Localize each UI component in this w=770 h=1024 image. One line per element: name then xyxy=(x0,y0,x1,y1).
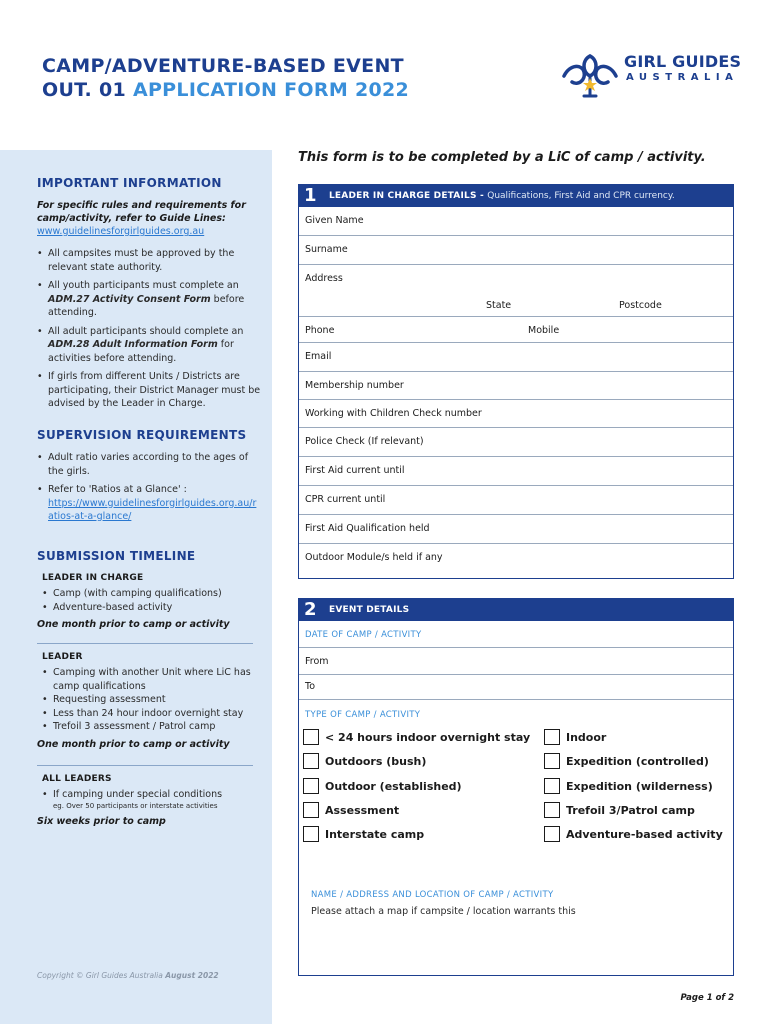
important-heading: IMPORTANT INFORMATION xyxy=(37,176,222,190)
group-title: LEADER IN CHARGE xyxy=(42,573,144,583)
form-code: OUT. 01 xyxy=(42,79,133,101)
date-label: DATE OF CAMP / ACTIVITY xyxy=(305,630,422,640)
outdoor-module-field[interactable]: Outdoor Module/s held if any xyxy=(305,552,443,563)
checkbox[interactable] xyxy=(303,802,319,818)
cpr-field[interactable]: CPR current until xyxy=(299,486,733,515)
page-number: Page 1 of 2 xyxy=(680,993,734,1003)
section-number: 2 xyxy=(304,599,317,620)
timeline-heading: SUBMISSION TIMELINE xyxy=(37,549,196,563)
list-item: • All adult participants should complete an ADM.28 Adult Information Form for activities before attending. xyxy=(37,325,262,366)
from-field[interactable]: From xyxy=(305,656,329,667)
logo-line-2: AUSTRALIA xyxy=(626,72,739,83)
list-item: • Camp (with camping qualifications) xyxy=(42,587,267,601)
list-item: • If camping under special conditions xyxy=(42,788,267,802)
option-outdoor-established[interactable]: Outdoor (established) xyxy=(303,778,462,794)
form-title xyxy=(42,54,409,102)
state-label: State xyxy=(486,300,512,311)
list-item: • Adventure-based activity xyxy=(42,601,267,615)
girl-guides-logo xyxy=(560,50,740,102)
to-field[interactable]: To xyxy=(305,681,316,692)
location-note: Please attach a map if campsite / location warrants this xyxy=(311,906,576,917)
important-information xyxy=(37,176,262,416)
option-assessment[interactable]: Assessment xyxy=(303,802,399,818)
timeline-group-lic xyxy=(37,573,267,630)
checkbox[interactable] xyxy=(544,778,560,794)
list-item: • All campsites must be approved by the relevant state authority. xyxy=(37,247,262,274)
wwcc-field[interactable]: Working with Children Check number xyxy=(299,400,733,428)
ratios-link[interactable]: https://www.guidelinesforgirlguides.org.au/ratios-at-a-glance/ xyxy=(48,497,257,522)
trefoil-icon xyxy=(560,50,620,102)
divider xyxy=(37,765,253,766)
submission-timeline xyxy=(37,549,262,563)
postcode-label: Postcode xyxy=(619,300,662,311)
option-under-24-hours[interactable]: < 24 hours indoor overnight stay xyxy=(303,729,530,745)
mobile-label: Mobile xyxy=(528,325,560,336)
logo-line-1: GIRL GUIDES xyxy=(624,52,742,71)
list-item: • Adult ratio varies according to the ages of the girls. xyxy=(37,451,262,478)
section-event-details xyxy=(298,598,734,870)
important-list xyxy=(37,247,262,411)
option-expedition-wilderness[interactable]: Expedition (wilderness) xyxy=(544,778,713,794)
checkbox[interactable] xyxy=(544,826,560,842)
surname-field[interactable]: Surname xyxy=(299,236,733,265)
email-field[interactable]: Email xyxy=(299,343,733,372)
list-item: • Refer to 'Ratios at a Glance' : https://www.guidelinesforgirlguides.org.au/ratios-at-a-glance/ xyxy=(37,483,262,523)
given-name-field[interactable]: Given Name xyxy=(299,207,733,236)
form-name: APPLICATION FORM 2022 xyxy=(132,79,410,101)
type-label: TYPE OF CAMP / ACTIVITY xyxy=(305,710,421,720)
option-outdoors-bush[interactable]: Outdoors (bush) xyxy=(303,753,426,769)
checkbox[interactable] xyxy=(303,753,319,769)
title-line-1: CAMP/ADVENTURE-BASED EVENT xyxy=(42,55,404,77)
list-item: • Requesting assessment xyxy=(42,693,262,707)
supervision-heading: SUPERVISION REQUIREMENTS xyxy=(37,428,247,442)
first-aid-field[interactable]: First Aid current until xyxy=(299,457,733,486)
list-item: • Camping with another Unit where LiC has camp qualifications xyxy=(42,666,262,693)
title-line-2 xyxy=(42,78,409,102)
timeline-group-all xyxy=(37,774,267,827)
option-expedition-controlled[interactable]: Expedition (controlled) xyxy=(544,753,709,769)
group-title: LEADER xyxy=(42,652,83,662)
form-instruction: This form is to be completed by a LiC of camp / activity. xyxy=(298,150,706,165)
section-header xyxy=(299,185,733,207)
timeline-note: One month prior to camp or activity xyxy=(37,619,230,630)
list-item: • If girls from different Units / Districts are participating, their District Manager must be advised by the Leader in Charge. xyxy=(37,370,262,411)
first-aid-qualification-field[interactable]: First Aid Qualification held xyxy=(299,515,733,544)
option-indoor[interactable]: Indoor xyxy=(544,729,606,745)
section-number: 1 xyxy=(304,185,317,206)
timeline-group-leader xyxy=(37,652,267,750)
checkbox[interactable] xyxy=(544,753,560,769)
checkbox[interactable] xyxy=(303,729,319,745)
supervision-requirements xyxy=(37,428,262,528)
list-item: • All youth participants must complete an ADM.27 Activity Consent Form before attending. xyxy=(37,279,262,320)
checkbox[interactable] xyxy=(303,778,319,794)
police-check-field[interactable]: Police Check (If relevant) xyxy=(299,428,733,457)
guidelines-link[interactable]: www.guidelinesforgirlguides.org.au xyxy=(37,226,205,237)
address-field[interactable]: Address State Postcode xyxy=(299,265,733,317)
timeline-note: Six weeks prior to camp xyxy=(37,815,166,827)
option-trefoil-patrol-camp[interactable]: Trefoil 3/Patrol camp xyxy=(544,802,695,818)
divider xyxy=(37,643,253,644)
timeline-small-note: eg. Over 50 participants or interstate activities xyxy=(53,801,218,810)
section-title: LEADER IN CHARGE DETAILS - Qualifications, First Aid and CPR currency. xyxy=(329,191,675,201)
section-header xyxy=(299,599,733,621)
location-label: NAME / ADDRESS AND LOCATION OF CAMP / ACTIVITY xyxy=(311,890,554,900)
list-item: • Less than 24 hour indoor overnight stay xyxy=(42,707,262,721)
section-leader-details xyxy=(298,184,734,579)
checkbox[interactable] xyxy=(303,826,319,842)
important-intro: For specific rules and requirements for camp/activity, refer to Guide Lines: xyxy=(37,200,246,224)
location-field[interactable] xyxy=(298,870,734,976)
group-title: ALL LEADERS xyxy=(42,774,112,784)
checkbox[interactable] xyxy=(544,729,560,745)
membership-number-field[interactable]: Membership number xyxy=(299,372,733,400)
phone-field[interactable]: Phone Mobile xyxy=(299,317,733,343)
timeline-note: One month prior to camp or activity xyxy=(37,738,230,750)
section-title: EVENT DETAILS xyxy=(329,605,410,615)
list-item: • Trefoil 3 assessment / Patrol camp xyxy=(42,720,262,734)
copyright: Copyright © Girl Guides Australia August 2022 xyxy=(37,971,219,980)
option-adventure-based[interactable]: Adventure-based activity xyxy=(544,826,723,842)
option-interstate-camp[interactable]: Interstate camp xyxy=(303,826,424,842)
checkbox[interactable] xyxy=(544,802,560,818)
supervision-list xyxy=(37,451,262,523)
